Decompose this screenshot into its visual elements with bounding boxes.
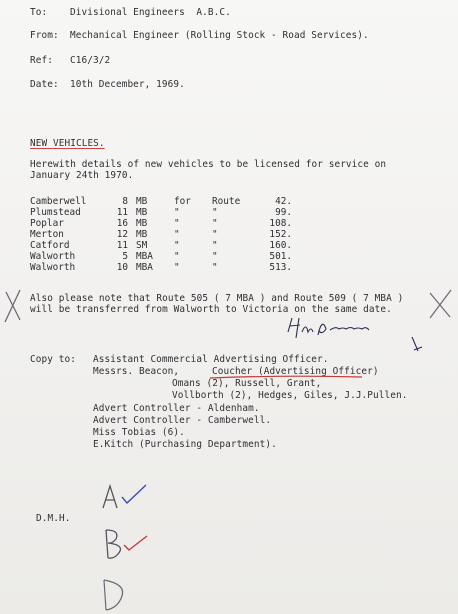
garage-cell: Poplar (30, 218, 64, 229)
route-word-cell: " (212, 262, 218, 273)
route-cell: 160. (269, 240, 292, 251)
route-word-cell: " (212, 207, 218, 218)
type-cell: SM (136, 240, 148, 251)
quantity-cell: 8 (122, 196, 128, 207)
copy-line-8: E.Kitch (Purchasing Department). (93, 439, 277, 450)
route-word-cell: Route (212, 196, 241, 207)
to-value: Divisional Engineers A.B.C. (70, 7, 231, 18)
garage-cell: Catford (30, 240, 70, 251)
for-cell: " (174, 251, 180, 262)
copy-line-2a: Messrs. Beacon, (93, 366, 185, 377)
type-cell: MB (136, 207, 148, 218)
ref-value: C16/3/2 (70, 55, 111, 66)
intro-line-2: January 24th 1970. (30, 170, 134, 181)
note-line-1: Also please note that Route 505 ( 7 MBA ) and Route 509 ( 7 MBA ) (30, 293, 404, 304)
author-initials: D.M.H. (36, 513, 71, 524)
type-cell: MBA (136, 251, 153, 262)
quantity-cell: 16 (116, 218, 128, 229)
garage-cell: Walworth (30, 251, 76, 262)
route-cell: 42. (275, 196, 292, 207)
vehicle-row (30, 251, 292, 262)
type-cell: MB (136, 196, 148, 207)
type-cell: MB (136, 229, 148, 240)
intro-line-1: Herewith details of new vehicles to be licensed for service on (30, 159, 387, 170)
quantity-cell: 5 (122, 251, 128, 262)
for-cell: for (174, 196, 191, 207)
vehicle-row (30, 218, 292, 229)
to-label: To: (30, 7, 48, 18)
for-cell: " (174, 240, 180, 251)
garage-cell: Merton (30, 229, 64, 240)
from-value: Mechanical Engineer (Rolling Stock - Road Services). (70, 30, 369, 41)
route-word-cell: " (212, 229, 218, 240)
for-cell: " (174, 218, 180, 229)
date-label: Date: (30, 79, 59, 90)
garage-cell: Plumstead (30, 207, 81, 218)
vehicle-row (30, 240, 292, 251)
ref-label: Ref: (30, 55, 53, 66)
copy-line-3: Omans (2), Russell, Grant, (172, 378, 322, 389)
route-cell: 152. (269, 229, 292, 240)
for-cell: " (174, 262, 180, 273)
route-cell: 99. (275, 207, 292, 218)
note-line-2: will be transferred from Walworth to Victoria on the same date. (30, 304, 392, 315)
garage-cell: Camberwell (30, 196, 87, 207)
route-cell: 513. (269, 262, 292, 273)
copy-line-2b: Coucher (Advertising Officer) (212, 366, 379, 377)
date-value: 10th December, 1969. (70, 79, 185, 90)
garage-cell: Walworth (30, 262, 76, 273)
route-word-cell: " (212, 218, 218, 229)
vehicle-row (30, 207, 292, 218)
vehicle-row (30, 196, 292, 207)
copy-line-1: Assistant Commercial Advertising Officer. (93, 354, 329, 365)
for-cell: " (174, 207, 180, 218)
route-word-cell: " (212, 251, 218, 262)
type-cell: MB (136, 218, 148, 229)
quantity-cell: 11 (116, 240, 128, 251)
vehicle-table (30, 196, 292, 273)
copy-line-5: Advert Controller - Aldenham. (93, 403, 260, 414)
type-cell: MBA (136, 262, 153, 273)
copy-line-4: Vollborth (2), Hedges, Giles, J.J.Pullen. (172, 390, 408, 401)
route-cell: 108. (269, 218, 292, 229)
from-label: From: (30, 30, 59, 41)
quantity-cell: 12 (116, 229, 128, 240)
quantity-cell: 11 (116, 207, 128, 218)
for-cell: " (174, 229, 180, 240)
copy-label: Copy to: (30, 354, 76, 365)
route-cell: 501. (269, 251, 292, 262)
vehicle-row (30, 262, 292, 273)
vehicle-row (30, 229, 292, 240)
copy-line-6: Advert Controller - Camberwell. (93, 415, 272, 426)
quantity-cell: 10 (116, 262, 128, 273)
route-word-cell: " (212, 240, 218, 251)
section-heading: NEW VEHICLES. (30, 138, 105, 149)
copy-line-7: Miss Tobias (6). (93, 427, 185, 438)
